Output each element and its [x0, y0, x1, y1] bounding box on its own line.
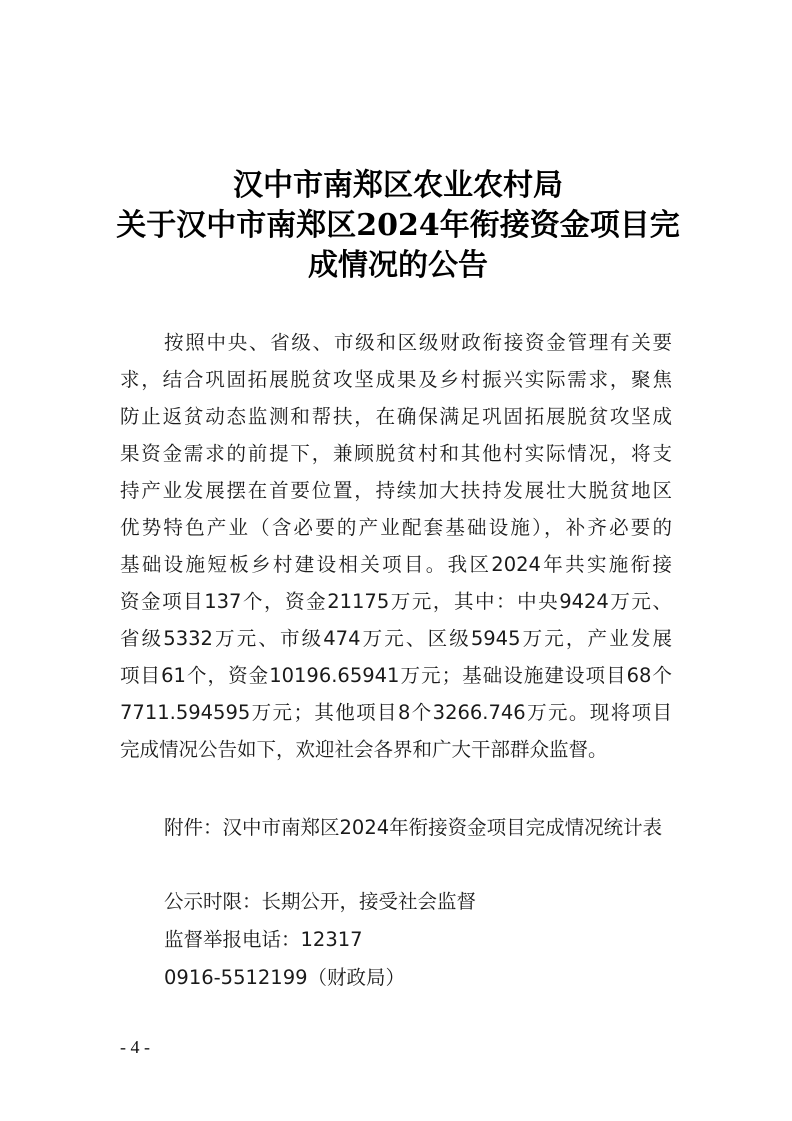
- page-number: - 4 -: [120, 1037, 150, 1057]
- body-line-2: 求，结合巩固拓展脱贫攻坚成果及乡村振兴实际需求，聚焦: [120, 368, 672, 391]
- title-line-2: 关于汉中市南郑区2024年衔接资金项目完: [116, 208, 680, 243]
- title-line-1: 汉中市南郑区农业农村局: [233, 168, 563, 203]
- body-line-9: 省级5332万元、市级474万元、区级5945万元，产业发展: [120, 627, 672, 650]
- body-line-8: 资金项目137个，资金21175万元，其中：中央9424万元、: [120, 590, 672, 613]
- publicity-period: 公示时限：长期公开，接受社会监督: [164, 890, 477, 913]
- body-line-11: 7711.594595万元；其他项目8个3266.746万元。现将项目: [120, 701, 672, 724]
- body-line-3: 防止返贫动态监测和帮扶，在确保满足巩固拓展脱贫攻坚成: [120, 405, 672, 428]
- body-line-7: 基础设施短板乡村建设相关项目。我区2024年共实施衔接: [120, 553, 672, 576]
- hotline: 监督举报电话：12317: [164, 928, 363, 951]
- body-line-10: 项目61个，资金10196.65941万元；基础设施建设项目68个: [120, 664, 672, 687]
- title-line-3: 成情况的公告: [308, 248, 488, 283]
- phone-number: 0916-5512199（财政局）: [164, 966, 406, 989]
- body-line-4: 果资金需求的前提下，兼顾脱贫村和其他村实际情况，将支: [120, 442, 672, 465]
- body-line-1: 按照中央、省级、市级和区级财政衔接资金管理有关要: [164, 331, 672, 354]
- body-line-12: 完成情况公告如下，欢迎社会各界和广大干部群众监督。: [120, 738, 608, 761]
- body-line-5: 持产业发展摆在首要位置，持续加大扶持发展壮大脱贫地区: [120, 479, 672, 502]
- body-line-6: 优势特色产业（含必要的产业配套基础设施），补齐必要的: [120, 516, 672, 539]
- attachment-line: 附件：汉中市南郑区2024年衔接资金项目完成情况统计表: [164, 816, 663, 839]
